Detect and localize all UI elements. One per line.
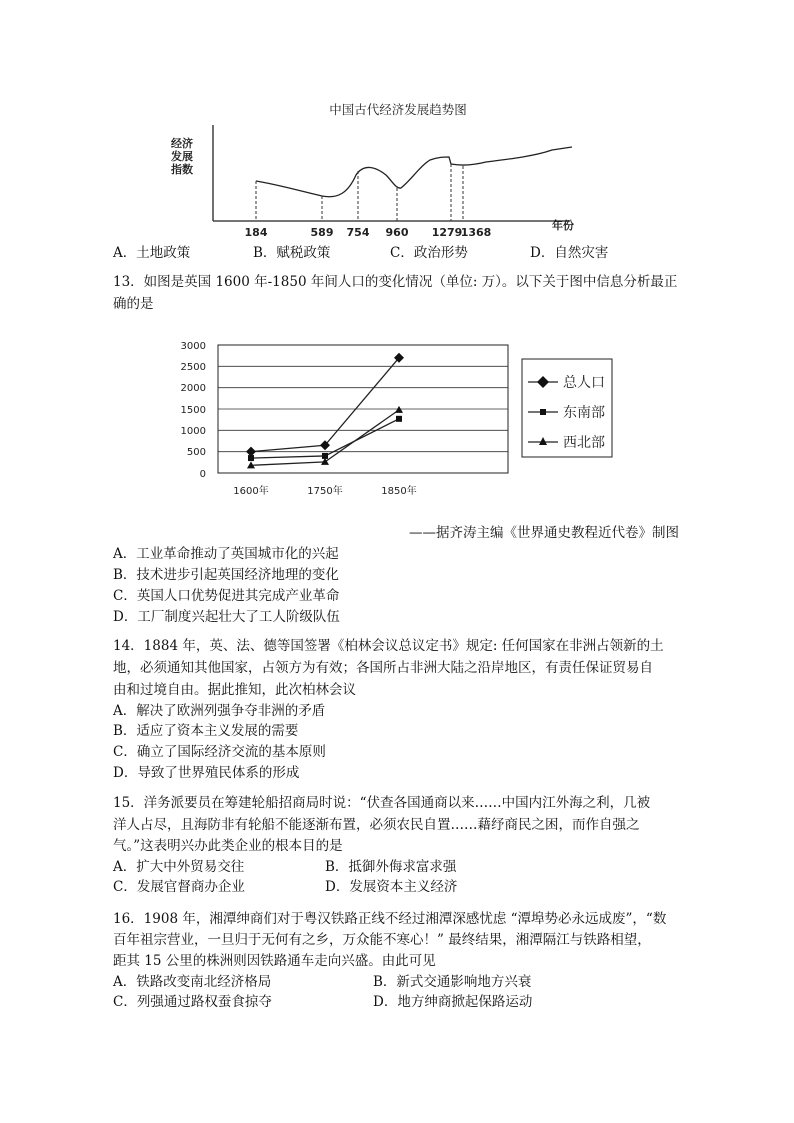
legend-square-icon bbox=[540, 409, 546, 415]
q13-option-d: D．工厂制度兴起壮大了工人阶级队伍 bbox=[113, 609, 340, 625]
q14-option-c: C．确立了国际经济交流的基本原则 bbox=[113, 744, 326, 760]
q15-stem-line-1: 15．洋务派要员在筹建轮船招商局时说：“伏查各国通商以来……中国内江外海之利，几被 bbox=[113, 795, 651, 811]
q12-option-c: C．政治形势 bbox=[390, 245, 468, 261]
chart1-ylabel-1: 经济 bbox=[171, 137, 193, 150]
q16-stem-line-1: 16．1908 年，湘潭绅商们对于粤汉铁路正线不经过湘潭深感忧虑 “潭埠势必永远成废”，“数 bbox=[113, 911, 667, 927]
q15-option-a: A．扩大中外贸易交往 bbox=[113, 859, 245, 875]
x-tick-labels bbox=[233, 484, 416, 497]
tick-960: 960 bbox=[385, 226, 409, 239]
data-point-1-0 bbox=[248, 455, 254, 461]
chart1-ylabel-2: 发展 bbox=[171, 150, 193, 163]
tick-184: 184 bbox=[244, 226, 268, 239]
chart1-title: 中国古代经济发展趋势图 bbox=[329, 102, 467, 117]
tick-589: 589 bbox=[310, 226, 334, 239]
data-point-1-2 bbox=[396, 416, 402, 422]
chart1-guides bbox=[256, 164, 463, 221]
tick-754: 754 bbox=[346, 226, 370, 239]
q15-stem-line-3: 气。”这表明兴办此类企业的根本目的是 bbox=[113, 838, 343, 854]
q12-option-b: B．赋税政策 bbox=[253, 245, 331, 261]
q14-stem-line-2: 地，必须通知其他国家，占领方为有效；各国所占非洲大陆之沿岸地区，有责任保证贸易自 bbox=[113, 660, 653, 676]
chart1-xlabel: 年份 bbox=[552, 219, 574, 232]
xtick-1600: 1600年 bbox=[233, 486, 269, 497]
legend-label-southeast: 东南部 bbox=[563, 405, 605, 421]
legend-label-total: 总人口 bbox=[563, 375, 605, 391]
q13-stem-line-1: 13．如图是英国 1600 年-1850 年间人口的变化情况（单位: 万）。以下关于图中信息分析最正 bbox=[113, 274, 678, 290]
economic-trend-chart bbox=[150, 95, 610, 245]
q16-option-c: C．列强通过路权蚕食掠夺 bbox=[113, 994, 272, 1010]
chart1-ylabel-3: 指数 bbox=[171, 163, 193, 176]
q12-option-d: D．自然灾害 bbox=[530, 245, 609, 261]
q16-stem-line-2: 百年祖宗营业，一旦归于无何有之乡，万众能不寒心！” 最终结果，湘潭隔江与铁路相望， bbox=[113, 932, 651, 948]
q15-option-d: D．发展资本主义经济 bbox=[325, 879, 458, 895]
population-chart bbox=[170, 336, 620, 506]
chart1-tick-labels bbox=[245, 226, 492, 239]
q16-option-b: B．新式交通影响地方兴衰 bbox=[373, 974, 532, 990]
tick-1279: 1279 bbox=[431, 226, 463, 239]
chart1-ylabel bbox=[170, 136, 193, 176]
q16-stem-line-3: 距其 15 公里的株洲则因铁路通车走向兴盛。由此可见 bbox=[113, 953, 436, 969]
ytick-1000: 1000 bbox=[180, 426, 206, 437]
q14-option-b: B．适应了资本主义发展的需要 bbox=[113, 723, 299, 739]
ytick-500: 500 bbox=[186, 447, 206, 458]
xtick-1750: 1750年 bbox=[307, 486, 343, 497]
q14-stem-line-3: 由和过境自由。据此推知，此次柏林会议 bbox=[113, 682, 356, 698]
q12-option-a: A．土地政策 bbox=[113, 245, 191, 261]
q13-stem-line-2: 确的是 bbox=[113, 296, 154, 312]
legend-label-northwest: 西北部 bbox=[563, 435, 605, 451]
q14-stem-line-1: 14．1884 年，英、法、德等国签署《柏林会议总议定书》规定: 任何国家在非洲占领新的土 bbox=[113, 638, 664, 654]
xtick-1850: 1850年 bbox=[381, 486, 417, 497]
q16-option-d: D．地方绅商掀起保路运动 bbox=[373, 994, 533, 1010]
chart1-trend-line bbox=[256, 147, 572, 197]
q16-option-a: A．铁路改变南北经济格局 bbox=[113, 974, 272, 990]
q14-option-d: D．导致了世界殖民体系的形成 bbox=[113, 765, 300, 781]
q13-chart-source: ——据齐涛主编《世界通史教程近代卷》制图 bbox=[409, 525, 679, 541]
q13-option-a: A．工业革命推动了英国城市化的兴起 bbox=[113, 546, 339, 562]
ytick-0: 0 bbox=[199, 469, 206, 480]
q14-option-a: A．解决了欧洲列强争夺非洲的矛盾 bbox=[113, 703, 326, 719]
q15-option-b: B．抵御外侮求富求强 bbox=[325, 859, 457, 875]
ytick-2000: 2000 bbox=[180, 383, 206, 394]
tick-1368: 1368 bbox=[460, 226, 492, 239]
ytick-1500: 1500 bbox=[180, 405, 206, 416]
q13-option-c: C．英国人口优势促进其完成产业革命 bbox=[113, 588, 340, 604]
q15-stem-line-2: 洋人占尽，且海防非有轮船不能逐渐布置，必须农民自置……藉纾商民之困，而作自强之 bbox=[113, 817, 640, 833]
q15-option-c: C．发展官督商办企业 bbox=[113, 879, 245, 895]
ytick-3000: 3000 bbox=[180, 341, 206, 352]
ytick-2500: 2500 bbox=[180, 362, 206, 373]
y-tick-labels bbox=[181, 341, 206, 480]
q13-option-b: B．技术进步引起英国经济地理的变化 bbox=[113, 567, 339, 583]
